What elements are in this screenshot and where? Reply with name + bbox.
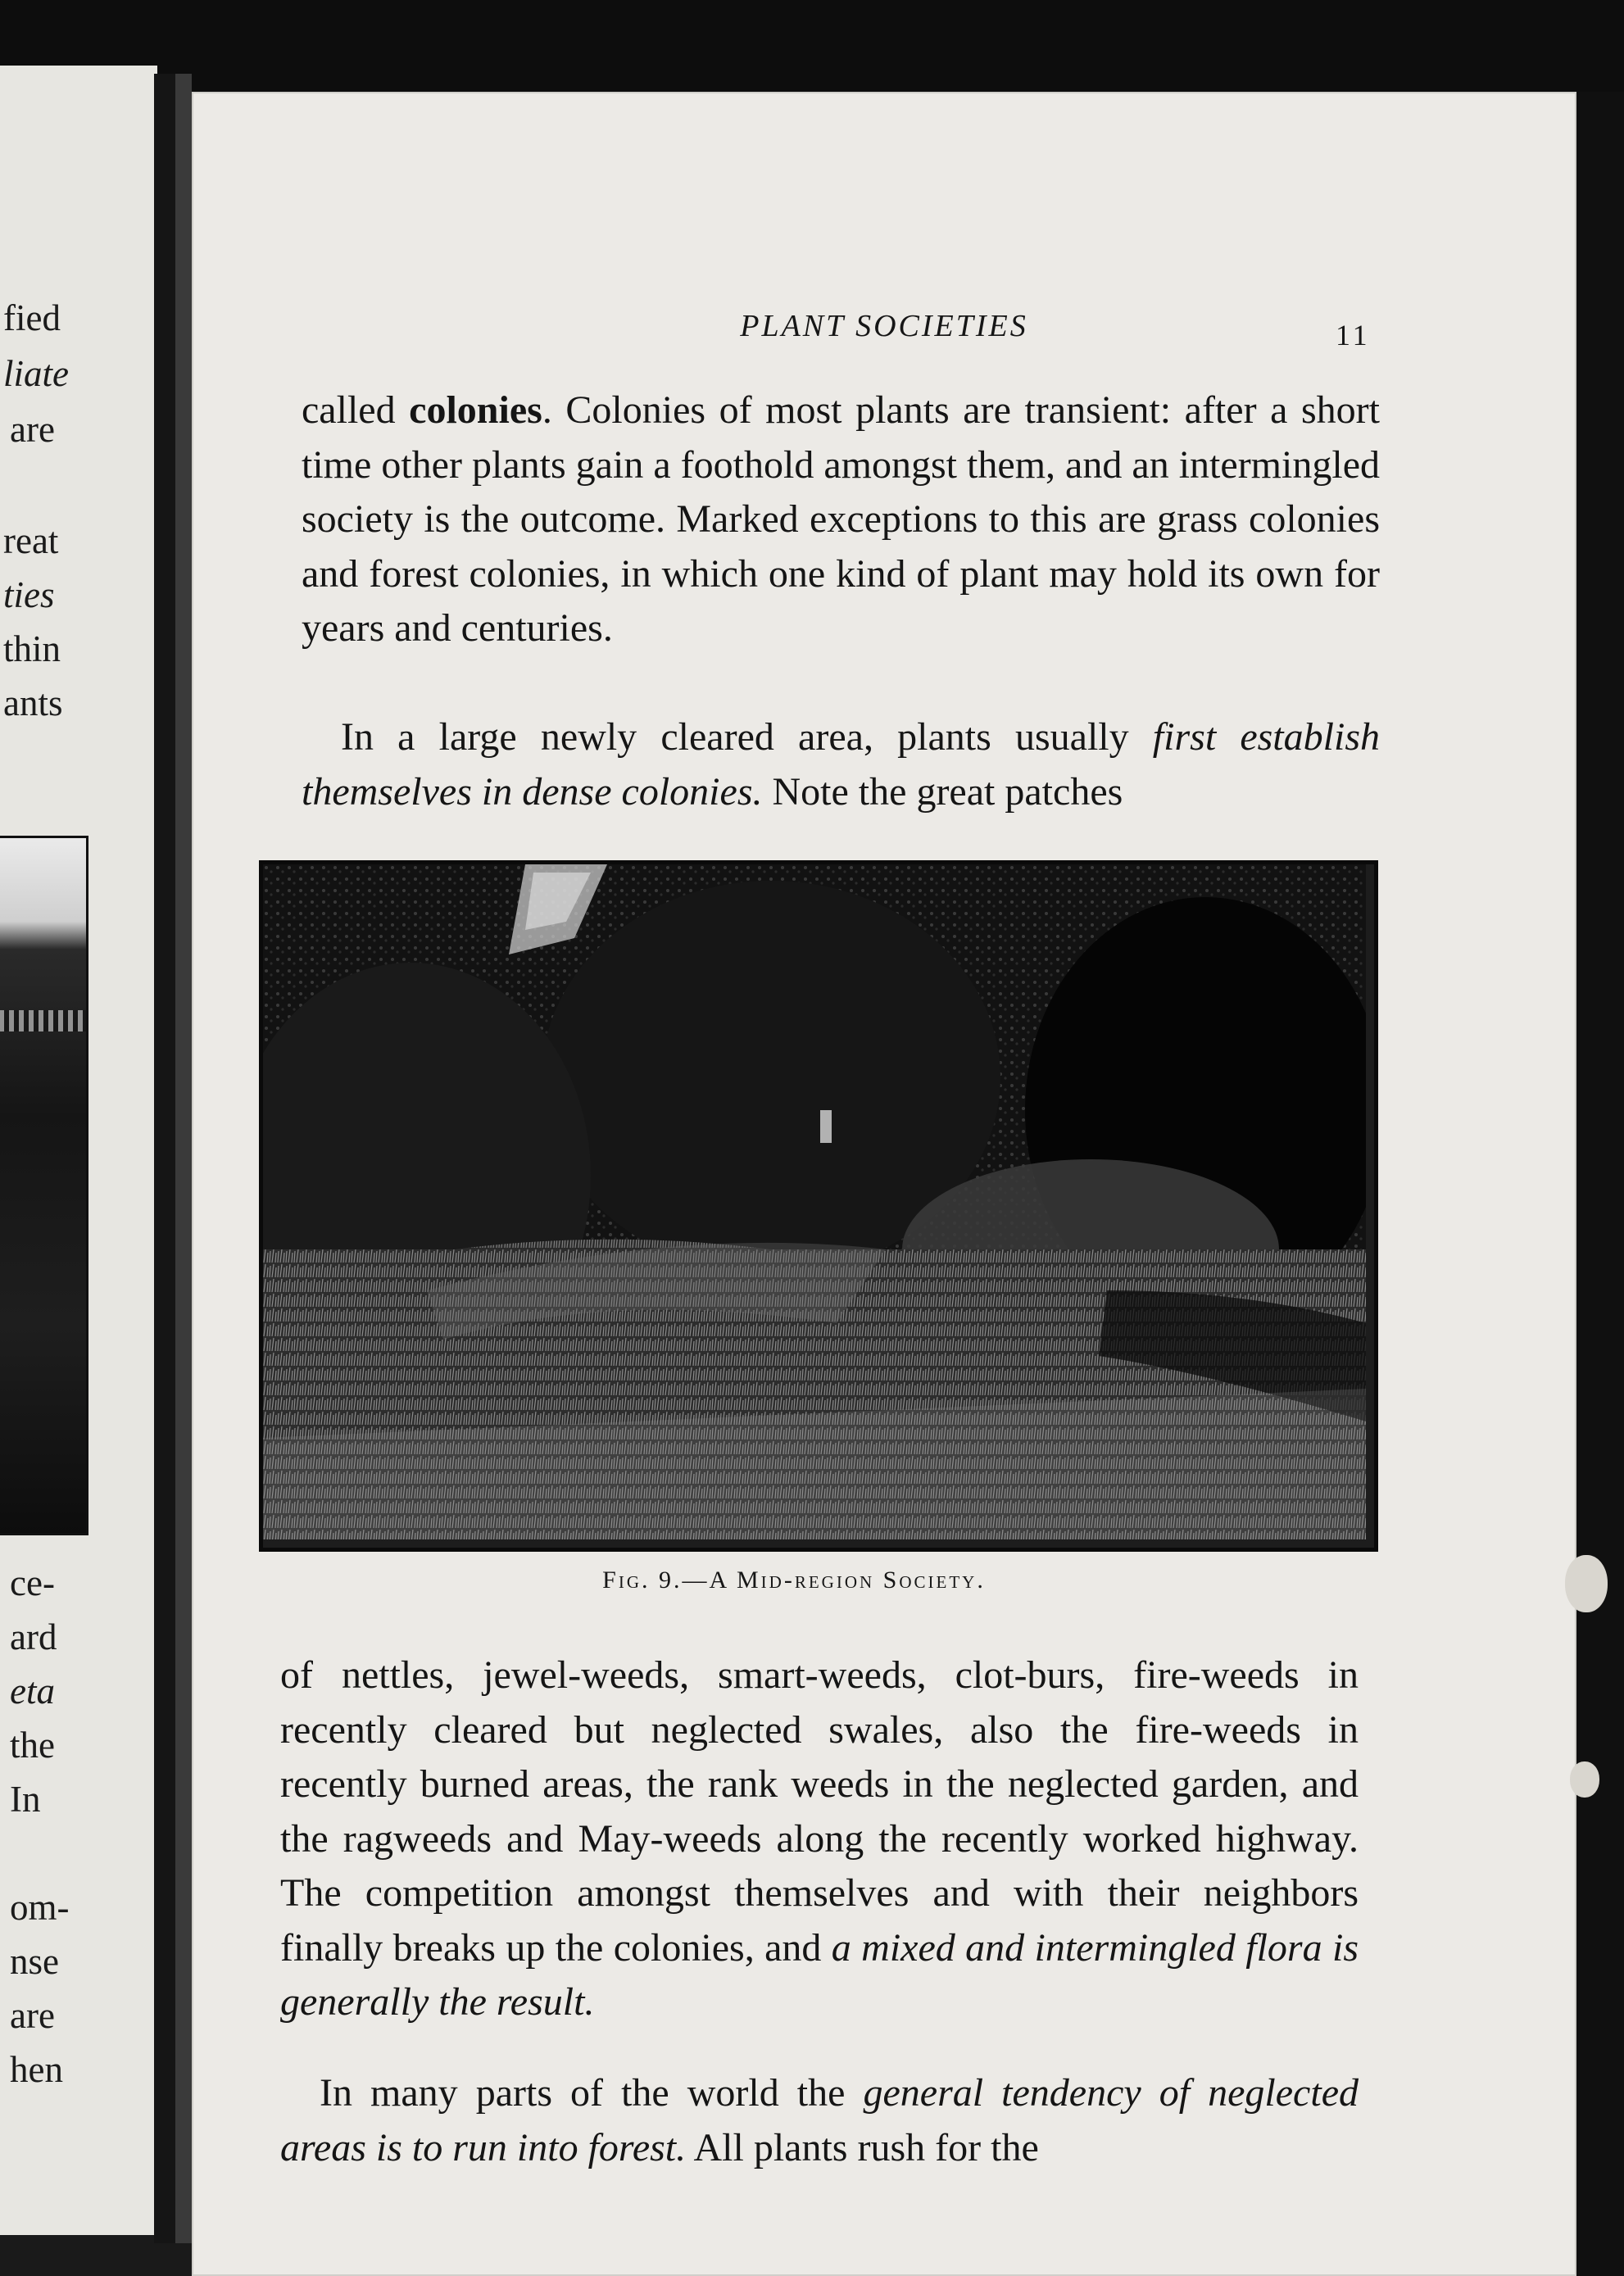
paragraph-3-text: of nettles, jewel-weeds, smart-weeds, clot-burs, fire-weeds in recently cleared but neglected swales, also the fire-weeds in recently burned areas, the rank weeds in the neglected garden, and the ragweeds and May-weeds along the recently worked highway. The competition amongst themselves and with their neighbors finally breaks up the colonies, and (280, 1653, 1359, 1970)
paragraph-2 (302, 710, 1380, 819)
left-page-fragment: hen (10, 2049, 63, 2090)
left-page-fragment: fied (3, 297, 61, 338)
paragraph-4 (280, 2066, 1359, 2175)
scan-top-border (0, 0, 1624, 95)
book-gutter (175, 74, 192, 2243)
paragraph-3 (280, 1648, 1359, 2030)
figure-caption: Fig. 9.—A Mid-region Society. (602, 1566, 986, 1594)
page-gutter-shadow (154, 74, 175, 2243)
left-page-fragment: ce- (10, 1562, 55, 1603)
paragraph-2-text: In a large newly cleared area, plants usually (341, 715, 1153, 759)
left-page-fragment: liate (3, 353, 69, 394)
left-page-fragment: eta (10, 1671, 55, 1712)
left-page-edge (0, 66, 157, 2235)
left-page-fragment: the (10, 1725, 55, 1766)
left-page-fragment: thin (3, 628, 61, 669)
left-page-photo-fragment (0, 836, 88, 1535)
paragraph-4-text: In many parts of the world the (320, 2071, 864, 2115)
running-head: PLANT SOCIETIES (740, 309, 1028, 343)
paragraph-3-italic: a mixed and intermingled flora is generally the result. (280, 1925, 1359, 2024)
left-page-fragment: are (10, 409, 55, 450)
figure-photo-illustration (263, 864, 1366, 1539)
bold-term-colonies: colonies (409, 388, 542, 432)
paragraph-2-italic: first establish themselves in dense colonies. (302, 715, 1380, 814)
paper-blemish (1565, 1555, 1608, 1612)
left-page-fragment: nse (10, 1941, 59, 1982)
figure-photograph (259, 860, 1378, 1552)
left-page-fragment: om- (10, 1887, 70, 1928)
scan-right-border (1576, 92, 1624, 2276)
left-page-fragment: ard (10, 1616, 57, 1657)
paragraph-1-text: called (302, 388, 410, 432)
left-page-fragment: ties (3, 574, 55, 615)
paragraph-4-italic: general tendency of neglected areas is to run into forest. (280, 2071, 1359, 2169)
paragraph-4-text-cont: All plants rush for the (686, 2125, 1039, 2169)
paragraph-1 (302, 383, 1380, 656)
right-page (192, 92, 1576, 2276)
paragraph-1-text-cont: . Colonies of most plants are transient: after a short time other plants gain a foothold amongst them, and an intermingled society is the outcome. Marked exceptions to this are grass colonies and forest colonies, in which one kind of plant may hold its own for years and centuries. (302, 388, 1380, 650)
left-page-fragment: ants (3, 682, 63, 723)
left-page-fragment: are (10, 1995, 55, 2036)
left-page-fragment: reat (3, 520, 59, 561)
left-page-fragment: In (10, 1779, 41, 1820)
paragraph-2-text-cont: Note the great patches (762, 769, 1123, 814)
page-number: 11 (1336, 319, 1371, 351)
paper-blemish (1570, 1761, 1599, 1798)
